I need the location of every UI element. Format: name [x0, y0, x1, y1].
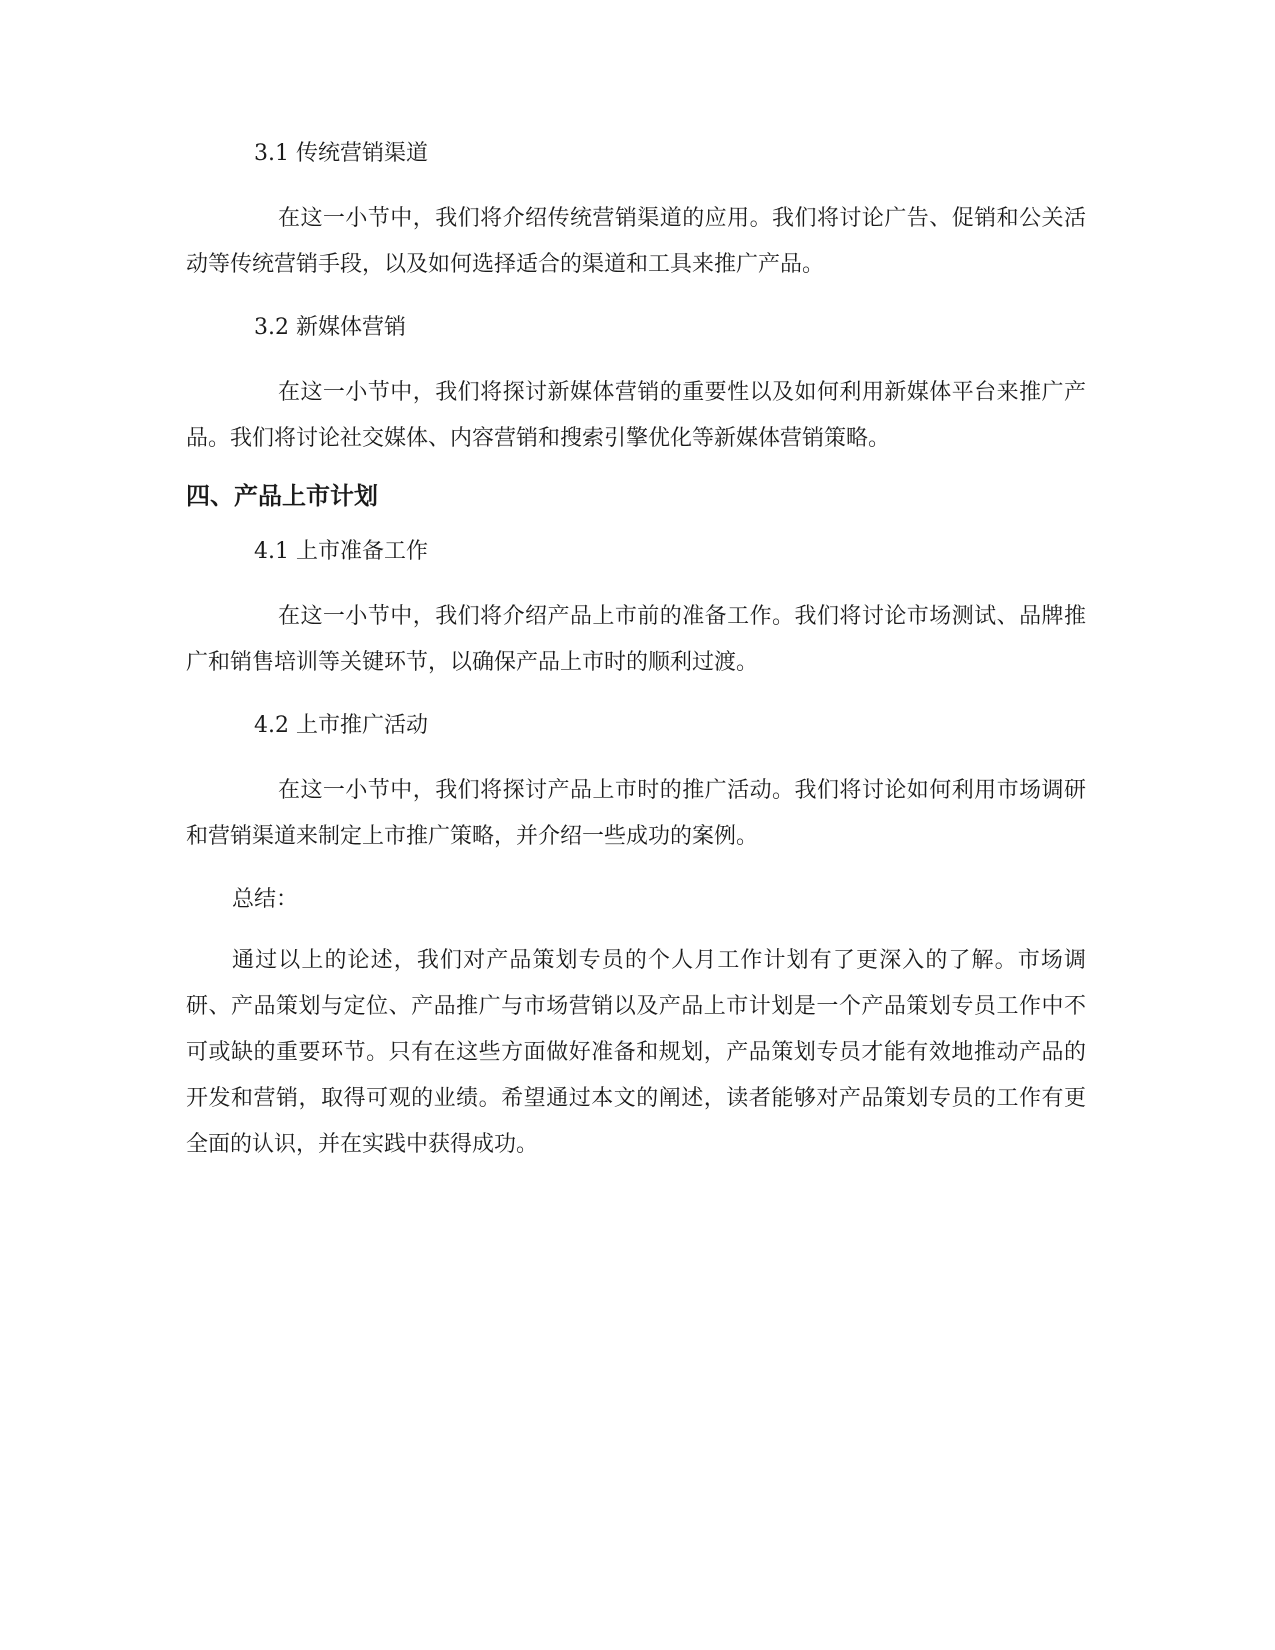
- subsection-title-3-1: 3.1 传统营销渠道: [254, 141, 428, 166]
- subsection-body-3-2: 在这一小节中，我们将探讨新媒体营销的重要性以及如何利用新媒体平台来推广产品。我们将讨论社交媒体、内容营销和搜索引擎优化等新媒体营销策略。: [186, 380, 1086, 451]
- subsection-title-3-2: 3.2 新媒体营销: [254, 315, 406, 340]
- subsection-body-4-2: 在这一小节中，我们将探讨产品上市时的推广活动。我们将讨论如何利用市场调研和营销渠道来制定上市推广策略，并介绍一些成功的案例。: [186, 778, 1086, 849]
- chapter-heading-4: 四、产品上市计划: [186, 482, 378, 510]
- summary-label: 总结：: [232, 887, 299, 912]
- subsection-title-4-1: 4.1 上市准备工作: [254, 539, 428, 564]
- subsection-body-4-1: 在这一小节中，我们将介绍产品上市前的准备工作。我们将讨论市场测试、品牌推广和销售培训等关键环节，以确保产品上市时的顺利过渡。: [186, 604, 1086, 675]
- document-page: [186, 138, 1086, 1168]
- summary-body: 通过以上的论述，我们对产品策划专员的个人月工作计划有了更深入的了解。市场调研、产品策划与定位、产品推广与市场营销以及产品上市计划是一个产品策划专员工作中不可或缺的重要环节。只有在这些方面做好准备和规划，产品策划专员才能有效地推动产品的开发和营销，取得可观的业绩。希望通过本文的阐述，读者能够对产品策划专员的工作有更全面的认识，并在实践中获得成功。: [186, 948, 1086, 1157]
- subsection-body-3-1: 在这一小节中，我们将介绍传统营销渠道的应用。我们将讨论广告、促销和公关活动等传统营销手段，以及如何选择适合的渠道和工具来推广产品。: [186, 206, 1086, 277]
- subsection-title-4-2: 4.2 上市推广活动: [254, 713, 428, 738]
